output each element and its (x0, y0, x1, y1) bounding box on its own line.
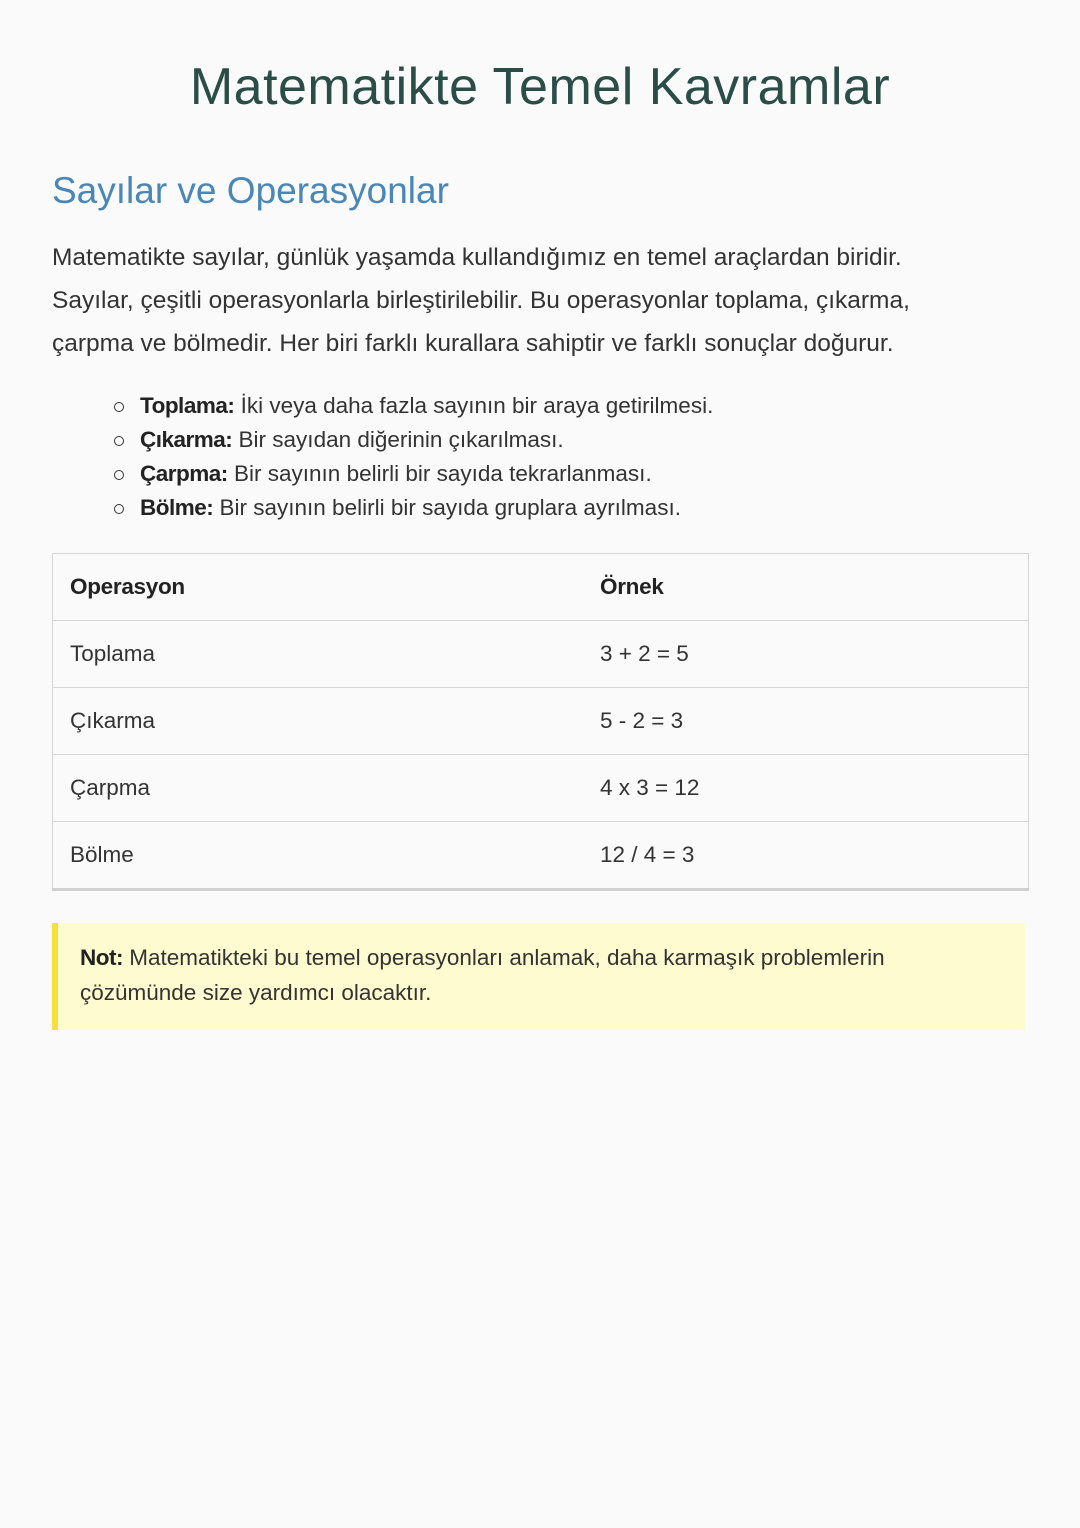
cell-operation: Çarpma (53, 755, 584, 822)
list-term: Toplama: (140, 393, 235, 418)
table-row (53, 822, 1029, 890)
bullet-icon (114, 436, 124, 446)
header-operation: Operasyon (53, 554, 584, 621)
cell-operation: Bölme (53, 822, 584, 890)
list-item (0, 491, 713, 525)
note-text (80, 940, 1025, 1010)
intro-paragraph (52, 236, 1012, 365)
list-item (0, 423, 713, 457)
table-row (53, 755, 1029, 822)
list-desc: Bir sayının belirli bir sayıda gruplara ayrılması. (213, 495, 681, 520)
list-item (0, 389, 713, 423)
list-desc: Bir sayının belirli bir sayıda tekrarlanması. (227, 461, 652, 486)
cell-operation: Toplama (53, 621, 584, 688)
note-box (52, 923, 1025, 1030)
cell-example: 12 / 4 = 3 (583, 822, 1029, 890)
paragraph-line: çarpma ve bölmedir. Her biri farklı kurallara sahiptir ve farklı sonuçlar doğurur. (52, 330, 894, 357)
cell-operation: Çıkarma (53, 688, 584, 755)
cell-example: 3 + 2 = 5 (583, 621, 1029, 688)
bullet-icon (114, 504, 124, 514)
table-row (53, 688, 1029, 755)
list-term: Çarpma: (140, 461, 228, 486)
paragraph-line: Sayılar, çeşitli operasyonlarla birleştirilebilir. Bu operasyonlar toplama, çıkarma, (52, 287, 910, 314)
bullet-icon (114, 402, 124, 412)
cell-example: 5 - 2 = 3 (583, 688, 1029, 755)
note-label: Not: (80, 945, 123, 970)
header-example: Örnek (583, 554, 1029, 621)
note-line: Matematikteki bu temel operasyonları anlamak, daha karmaşık problemlerin (122, 945, 885, 970)
section-title: Sayılar ve Operasyonlar (52, 170, 449, 211)
list-term: Çıkarma: (140, 427, 233, 452)
list-term: Bölme: (140, 495, 214, 520)
paragraph-line: Matematikte sayılar, günlük yaşamda kullandığımız en temel araçlardan biridir. (52, 244, 902, 271)
note-line: çözümünde size yardımcı olacaktır. (80, 980, 432, 1005)
list-desc: Bir sayıdan diğerinin çıkarılması. (232, 427, 564, 452)
table-header-row (53, 554, 1029, 621)
operations-table (52, 553, 1029, 891)
cell-example: 4 x 3 = 12 (583, 755, 1029, 822)
list-item (0, 457, 713, 491)
operations-list (0, 389, 713, 525)
page-title: Matematikte Temel Kavramlar (189, 58, 891, 116)
table-row (53, 621, 1029, 688)
list-desc: İki veya daha fazla sayının bir araya getirilmesi. (234, 393, 714, 418)
bullet-icon (114, 470, 124, 480)
